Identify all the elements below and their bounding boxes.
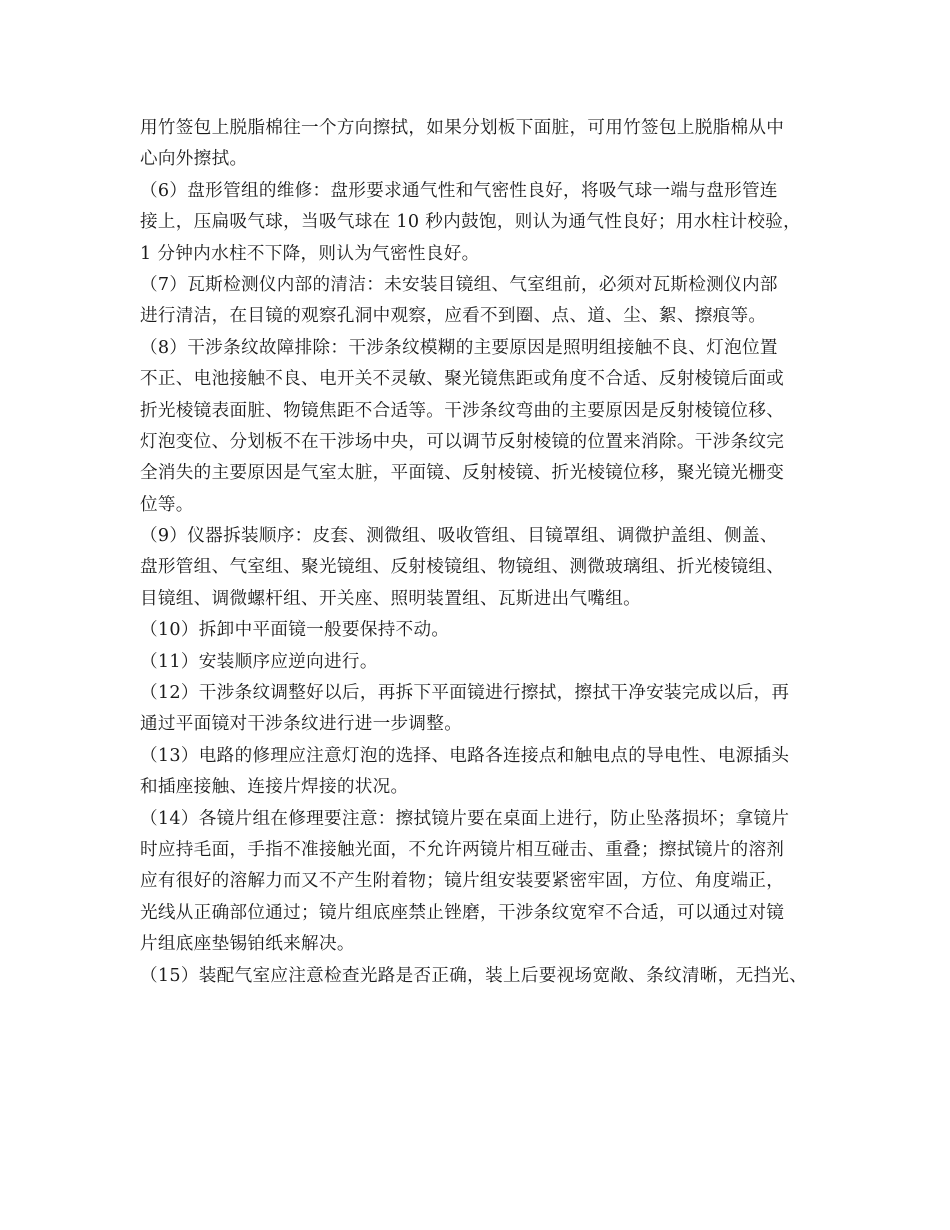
text-line: 心向外擦拭。: [140, 149, 248, 170]
text-line: 目镜组、调微螺杆组、开关座、照明装置组、瓦斯进出气嘴组。: [140, 588, 642, 609]
text-line: 1 分钟内水柱不下降，则认为气密性良好。: [140, 243, 480, 264]
text-line: （8）干涉条纹故障排除：干涉条纹模糊的主要原因是照明组接触不良、灯泡位置: [140, 337, 778, 358]
text-line: （6）盘形管组的维修：盘形要求通气性和气密性良好，将吸气球一端与盘形管连: [140, 180, 778, 201]
text-line: 片组底座垫锡铂纸来解决。: [140, 934, 355, 955]
text-line: 光线从正确部位通过；镜片组底座禁止锉磨，干涉条纹宽窄不合适，可以通过对镜: [140, 902, 785, 923]
document-body: [140, 113, 817, 992]
text-line: （14）各镜片组在修理要注意：擦拭镜片要在桌面上进行，防止坠落损坏；拿镜片: [140, 808, 790, 829]
text-line: （12）干涉条纹调整好以后，再拆下平面镜进行擦拭，擦拭干净安装完成以后，再: [140, 683, 790, 704]
text-line: （15）装配气室应注意检查光路是否正确，装上后要视场宽敞、条纹清晰，无挡光、: [140, 965, 808, 986]
text-line: 灯泡变位、分划板不在干涉场中央，可以调节反射棱镜的位置来消除。干涉条纹完: [140, 431, 785, 452]
text-line: 全消失的主要原因是气室太脏，平面镜、反射棱镜、折光棱镜位移，聚光镜光栅变: [140, 463, 785, 484]
text-line: （11）安装顺序应逆向进行。: [140, 651, 378, 672]
text-line: 和插座接触、连接片焊接的状况。: [140, 777, 409, 798]
text-line: 折光棱镜表面脏、物镜焦距不合适等。干涉条纹弯曲的主要原因是反射棱镜位移、: [140, 400, 785, 421]
text-line: 进行清洁，在目镜的观察孔洞中观察，应看不到圈、点、道、尘、絮、擦痕等。: [140, 306, 767, 327]
text-line: （10）拆卸中平面镜一般要保持不动。: [140, 620, 450, 641]
text-line: 应有很好的溶解力而又不产生附着物；镜片组安装要紧密牢固，方位、角度端正，: [140, 871, 785, 892]
text-line: （13）电路的修理应注意灯泡的选择、电路各连接点和触电点的导电性、电源插头: [140, 745, 790, 766]
text-line: 通过平面镜对干涉条纹进行进一步调整。: [140, 714, 463, 735]
text-line: （9）仪器拆装顺序：皮套、测微组、吸收管组、目镜罩组、调微护盖组、侧盖、: [140, 526, 778, 547]
text-line: （7）瓦斯检测仪内部的清洁：未安装目镜组、气室组前，必须对瓦斯检测仪内部: [140, 274, 778, 295]
text-line: 位等。: [140, 494, 194, 515]
text-line: 用竹签包上脱脂棉往一个方向擦拭，如果分划板下面脏，可用竹签包上脱脂棉从中: [140, 118, 785, 138]
text-line: 不正、电池接触不良、电开关不灵敏、聚光镜焦距或角度不合适、反射棱镜后面或: [140, 369, 785, 390]
text-line: 时应持毛面，手指不准接触光面，不允许两镜片相互碰击、重叠；擦拭镜片的溶剂: [140, 839, 785, 860]
text-line: 盘形管组、气室组、聚光镜组、反射棱镜组、物镜组、测微玻璃组、折光棱镜组、: [140, 557, 785, 578]
text-line: 接上，压扁吸气球，当吸气球在 10 秒内鼓饱，则认为通气性良好；用水柱计校验，: [140, 212, 802, 233]
